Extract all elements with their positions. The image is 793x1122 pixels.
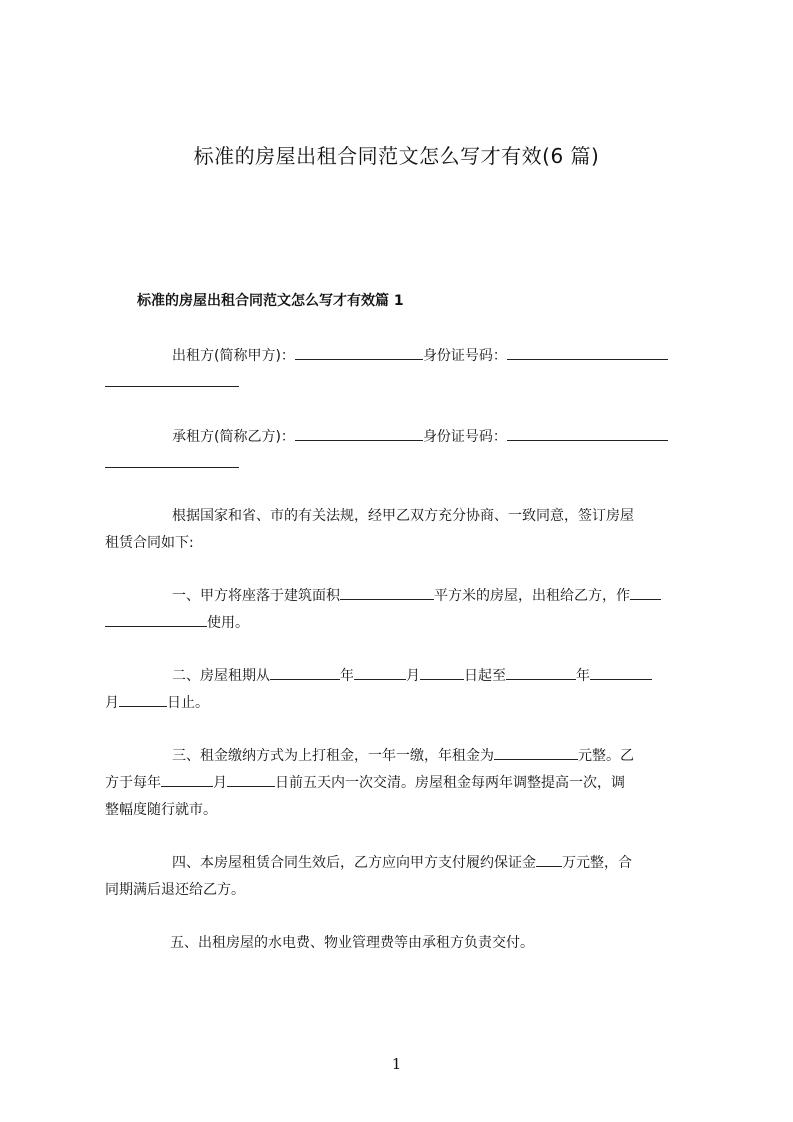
clause-3-line2 bbox=[105, 772, 625, 792]
clause-4-line2: 同期满后退还给乙方。 bbox=[105, 882, 245, 898]
end-month-blank bbox=[590, 665, 652, 680]
end-year-blank bbox=[506, 665, 576, 680]
area-blank bbox=[340, 585, 434, 600]
start-month-blank bbox=[354, 665, 406, 680]
clause-3-text-c: 方于每年 bbox=[105, 775, 161, 791]
clause-5-line1: 五、出租房屋的水电费、物业管理费等由承租方负责交付。 bbox=[170, 935, 534, 951]
payment-day-blank bbox=[227, 772, 275, 787]
document-title: 标准的房屋出租合同范文怎么写才有效(6 篇) bbox=[193, 144, 600, 168]
clause-2-text-g: 日止。 bbox=[167, 695, 209, 711]
lessee-label: 承租方(简称乙方)： bbox=[172, 429, 295, 445]
lessee-line bbox=[172, 426, 668, 446]
clause-4-text-b: 万元整，合 bbox=[562, 855, 632, 871]
clause-4-text-a: 四、本房屋租赁合同生效后，乙方应向甲方支付履约保证金 bbox=[172, 855, 536, 871]
intro-paragraph-line2: 租赁合同如下: bbox=[105, 535, 194, 551]
lessor-id-label: 身份证号码： bbox=[422, 348, 507, 364]
usage-blank-cont bbox=[105, 612, 207, 627]
usage-blank bbox=[630, 585, 661, 600]
start-year-blank bbox=[270, 665, 340, 680]
clause-4-line1 bbox=[172, 852, 632, 872]
clause-3-text-d: 月 bbox=[213, 775, 227, 791]
clause-1-line1 bbox=[172, 585, 661, 605]
start-day-blank bbox=[420, 665, 464, 680]
clause-2-line1 bbox=[172, 665, 652, 685]
clause-2-line2 bbox=[105, 692, 209, 712]
end-day-blank bbox=[119, 692, 167, 707]
clause-2-text-c: 月 bbox=[406, 668, 420, 684]
clause-1-text-b: 平方米的房屋，出租给乙方，作 bbox=[434, 588, 630, 604]
clause-1-text-c: 使用。 bbox=[207, 615, 249, 631]
lessee-line-cont bbox=[105, 453, 239, 472]
deposit-blank bbox=[536, 852, 562, 867]
lessor-id-blank bbox=[507, 345, 668, 360]
clause-3-text-a: 三、租金缴纳方式为上打租金，一年一缴，年租金为 bbox=[172, 748, 494, 764]
section-heading: 标准的房屋出租合同范文怎么写才有效篇 1 bbox=[137, 293, 404, 309]
lessee-id-label: 身份证号码： bbox=[422, 429, 507, 445]
annual-rent-blank bbox=[494, 745, 578, 760]
clause-2-text-a: 二、房屋租期从 bbox=[172, 668, 270, 684]
lessee-name-blank bbox=[295, 426, 423, 441]
clause-2-text-b: 年 bbox=[340, 668, 354, 684]
clause-2-text-f: 月 bbox=[105, 695, 119, 711]
lessor-id-blank-cont bbox=[105, 372, 239, 387]
lessor-line bbox=[172, 345, 668, 365]
lessor-name-blank bbox=[295, 345, 423, 360]
page-number: 1 bbox=[391, 1055, 402, 1073]
clause-3-line1 bbox=[172, 745, 634, 765]
clause-1-line2 bbox=[105, 612, 249, 632]
lessor-line-cont bbox=[105, 372, 239, 391]
intro-paragraph-line1: 根据国家和省、市的有关法规，经甲乙双方充分协商、一致同意，签订房屋 bbox=[172, 508, 634, 524]
lessor-label: 出租方(简称甲方)： bbox=[172, 348, 295, 364]
payment-month-blank bbox=[161, 772, 213, 787]
lessee-id-blank-cont bbox=[105, 453, 239, 468]
clause-2-text-e: 年 bbox=[576, 668, 590, 684]
clause-2-text-d: 日起至 bbox=[464, 668, 506, 684]
clause-3-text-b: 元整。乙 bbox=[578, 748, 634, 764]
clause-3-line3: 整幅度随行就市。 bbox=[105, 802, 217, 818]
clause-3-text-e: 日前五天内一次交清。房屋租金每两年调整提高一次，调 bbox=[275, 775, 625, 791]
lessee-id-blank bbox=[507, 426, 668, 441]
clause-1-text-a: 一、甲方将座落于建筑面积 bbox=[172, 588, 340, 604]
